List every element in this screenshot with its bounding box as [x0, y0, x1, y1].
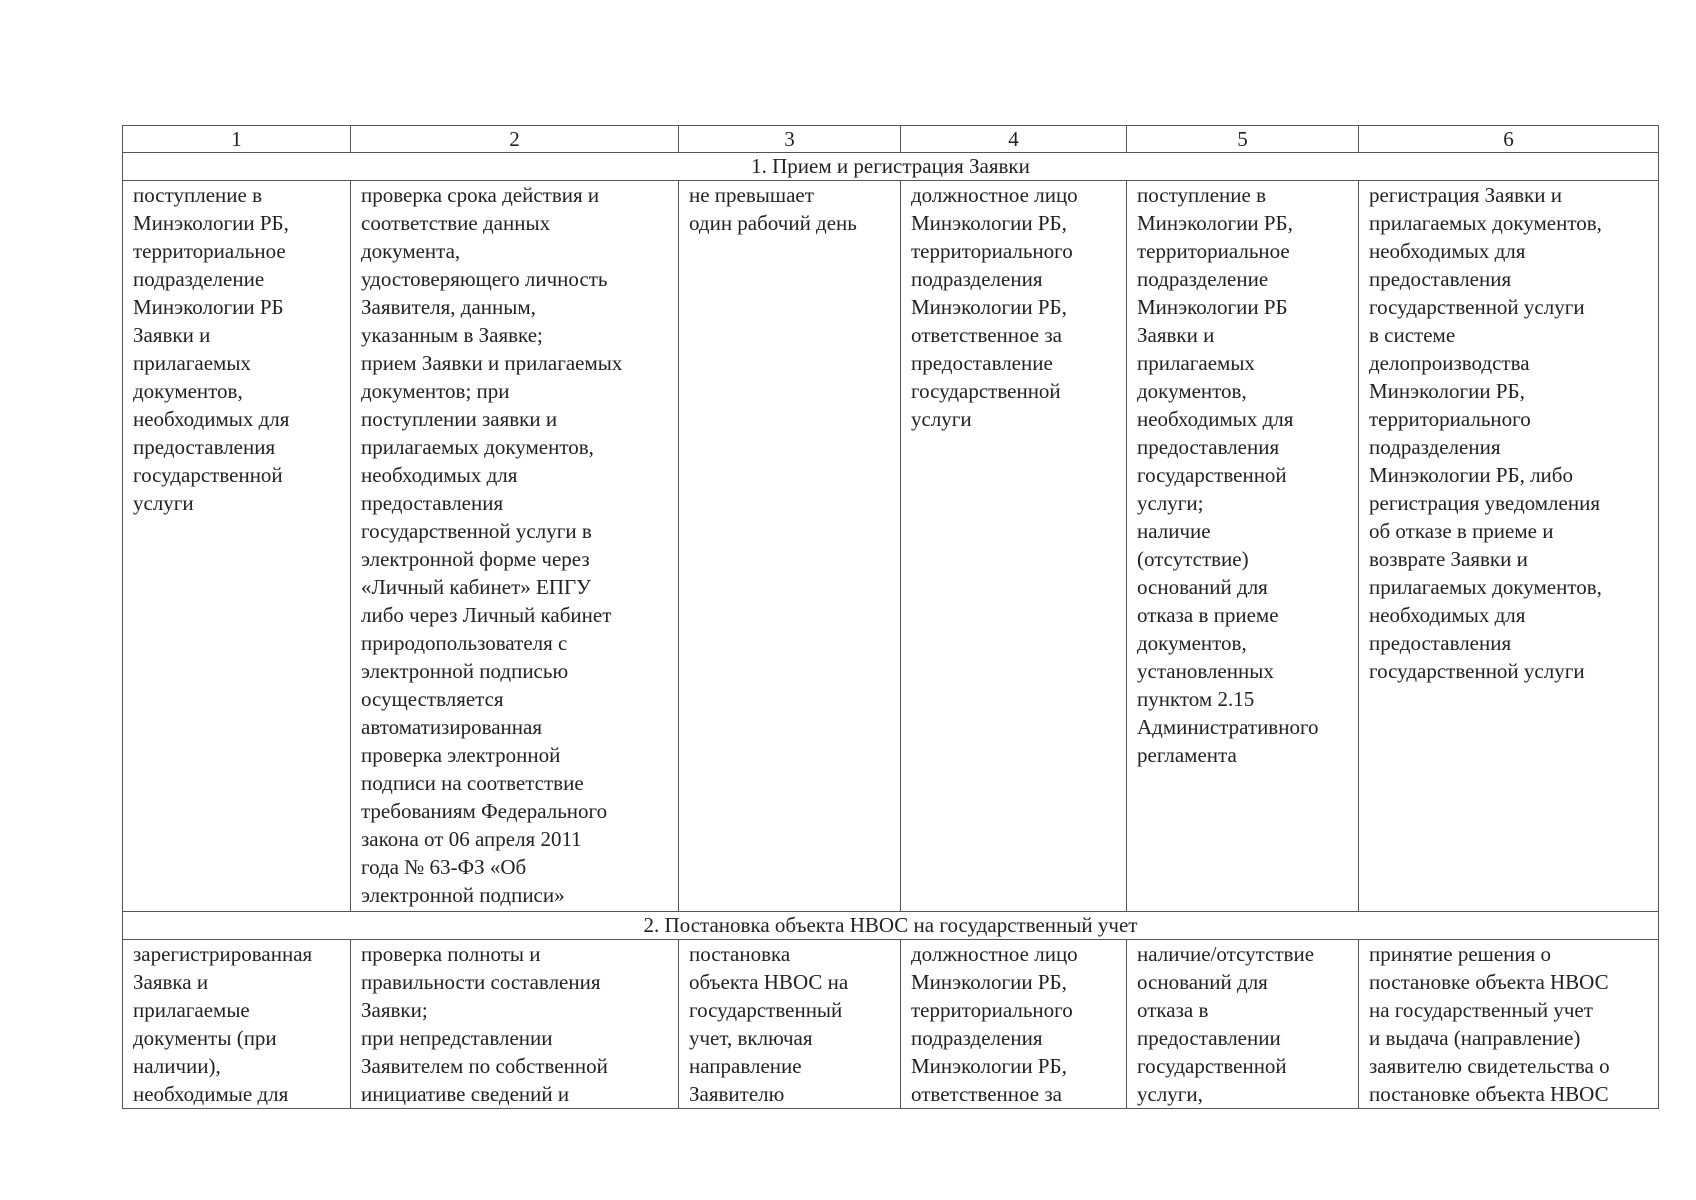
table-cell: проверка срока действия и соответствие данных документа, удостоверяющего личность Заявителя, данным, указанным в Заявке; прием Заявки и прилагаемых документов; при поступлении заявки и прилагаемых документов, необходимых для предоставления государственной услуги в электронной форме через «Личный кабинет» ЕПГУ либо через Личный кабинет природопользователя с электронной подписью осуществляется автоматизированная проверка электронной подписи на соответствие требованиям Федерального закона от 06 апреля 2011 года № 63-ФЗ «Об электронной подписи»: [351, 181, 679, 912]
table-cell: принятие решения о постановке объекта НВОС на государственный учет и выдача (направление) заявителю свидетельства о постановке объекта НВОС: [1359, 940, 1659, 1109]
table-cell: должностное лицо Минэкологии РБ, территориального подразделения Минэкологии РБ, ответственное за: [901, 940, 1127, 1109]
table-cell: постановка объекта НВОС на государственный учет, включая направление Заявителю: [679, 940, 901, 1109]
column-number-5: 5: [1127, 126, 1359, 153]
procedure-table: [122, 125, 1659, 1109]
table-cell: зарегистрированная Заявка и прилагаемые документы (при наличии), необходимые для: [123, 940, 351, 1109]
table-row: [123, 940, 1659, 1109]
table-cell: регистрация Заявки и прилагаемых документов, необходимых для предоставления государственной услуги в системе делопроизводства Минэкологии РБ, территориального подразделения Минэкологии РБ, либо регистрация уведомления об отказе в приеме и возврате Заявки и прилагаемых документов, необходимых для предоставления государственной услуги: [1359, 181, 1659, 912]
column-number-2: 2: [351, 126, 679, 153]
section-header-row: [123, 912, 1659, 940]
column-number-1: 1: [123, 126, 351, 153]
section-title: 2. Постановка объекта НВОС на государственный учет: [123, 912, 1659, 940]
table-cell: поступление в Минэкологии РБ, территориальное подразделение Минэкологии РБ Заявки и прилагаемых документов, необходимых для предоставления государственной услуги; наличие (отсутствие) оснований для отказа в приеме документов, установленных пунктом 2.15 Административного регламента: [1127, 181, 1359, 912]
table-row: [123, 181, 1659, 912]
section-header-row: [123, 153, 1659, 181]
table-cell: наличие/отсутствие оснований для отказа в предоставлении государственной услуги,: [1127, 940, 1359, 1109]
table-cell: проверка полноты и правильности составления Заявки; при непредставлении Заявителем по собственной инициативе сведений и: [351, 940, 679, 1109]
column-number-3: 3: [679, 126, 901, 153]
column-number-row: [123, 126, 1659, 153]
section-title: 1. Прием и регистрация Заявки: [123, 153, 1659, 181]
table-cell: поступление в Минэкологии РБ, территориальное подразделение Минэкологии РБ Заявки и прилагаемых документов, необходимых для предоставления государственной услуги: [123, 181, 351, 912]
table-cell: должностное лицо Минэкологии РБ, территориального подразделения Минэкологии РБ, ответственное за предоставление государственной услуги: [901, 181, 1127, 912]
column-number-4: 4: [901, 126, 1127, 153]
column-number-6: 6: [1359, 126, 1659, 153]
table-cell: не превышает один рабочий день: [679, 181, 901, 912]
document-page: [122, 125, 1658, 1109]
